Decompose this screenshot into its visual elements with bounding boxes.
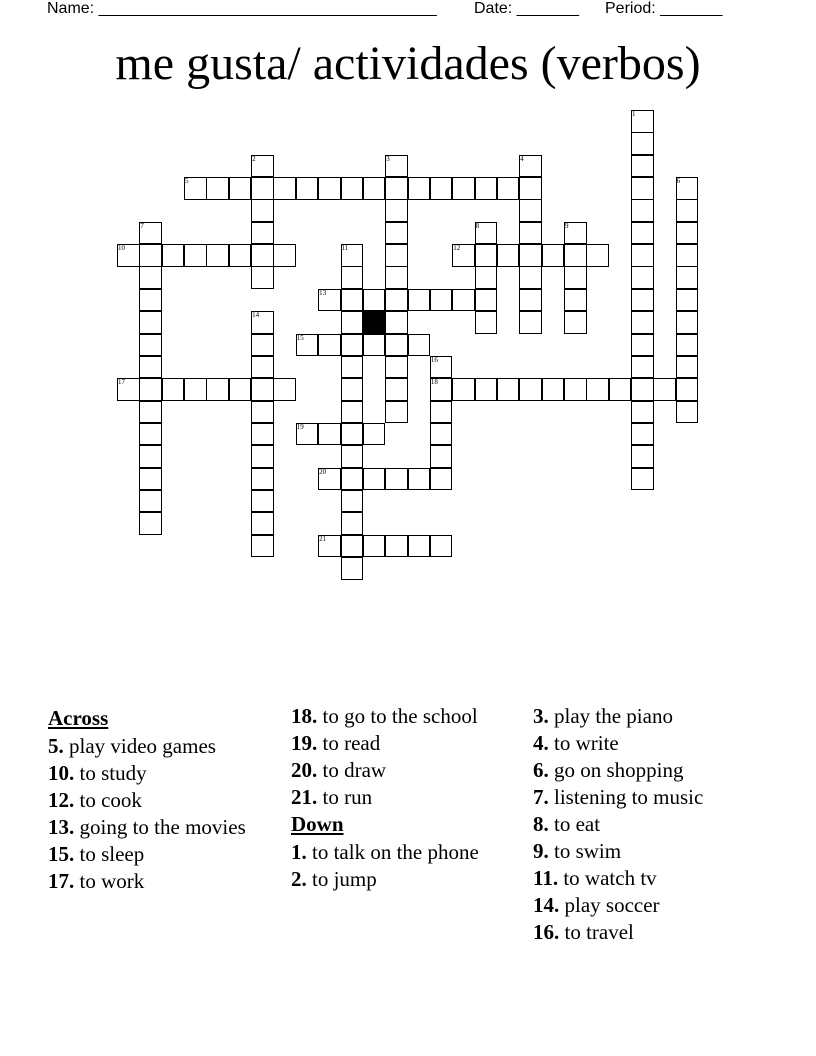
grid-number: 4 bbox=[520, 154, 524, 163]
grid-cell[interactable] bbox=[139, 423, 162, 446]
grid-cell[interactable] bbox=[430, 468, 453, 491]
clue-number: 14. bbox=[533, 893, 560, 917]
grid-cell[interactable] bbox=[631, 423, 654, 446]
grid-cell[interactable] bbox=[251, 378, 274, 401]
clue-text: to go to the school bbox=[322, 704, 478, 728]
grid-cell[interactable] bbox=[341, 378, 364, 401]
grid-cell[interactable] bbox=[631, 311, 654, 334]
grid-number: 10 bbox=[118, 244, 125, 253]
grid-cell[interactable] bbox=[341, 423, 364, 446]
grid-cell[interactable] bbox=[318, 177, 341, 200]
clue-text: to read bbox=[322, 731, 381, 755]
grid-cell[interactable] bbox=[363, 289, 386, 312]
grid-cell[interactable] bbox=[430, 535, 453, 558]
grid-cell[interactable] bbox=[564, 289, 587, 312]
clue-number: 10. bbox=[48, 761, 75, 785]
grid-cell[interactable] bbox=[519, 199, 542, 222]
grid-cell[interactable] bbox=[341, 468, 364, 491]
clue-text: to jump bbox=[312, 867, 377, 891]
grid-number: 8 bbox=[475, 221, 480, 230]
clue-number: 6. bbox=[533, 758, 549, 782]
clue-number: 8. bbox=[533, 812, 549, 836]
grid-cell[interactable] bbox=[676, 289, 699, 312]
grid-cell[interactable] bbox=[408, 177, 431, 200]
grid-cell[interactable] bbox=[385, 378, 408, 401]
grid-cell[interactable] bbox=[273, 177, 296, 200]
down-heading: Down bbox=[291, 812, 344, 836]
grid-cell[interactable] bbox=[676, 334, 699, 357]
clue-text: going to the movies bbox=[79, 815, 246, 839]
grid-cell[interactable] bbox=[251, 423, 274, 446]
grid-cell[interactable] bbox=[586, 244, 609, 267]
clues-column-3 bbox=[533, 704, 765, 947]
clue-number: 1. bbox=[291, 840, 307, 864]
grid-cell[interactable] bbox=[139, 266, 162, 289]
grid-number: 11 bbox=[341, 244, 349, 253]
clue-down-11 bbox=[533, 866, 765, 890]
grid-number: 16 bbox=[430, 355, 438, 364]
grid-cell[interactable] bbox=[385, 535, 408, 558]
grid-cell[interactable] bbox=[475, 289, 498, 312]
grid-number: 20 bbox=[319, 467, 327, 476]
grid-cell[interactable] bbox=[497, 177, 520, 200]
grid-cell[interactable] bbox=[430, 177, 453, 200]
grid-number: 1 bbox=[632, 110, 636, 118]
period-field: Period: _______ bbox=[605, 0, 723, 17]
grid-cell[interactable] bbox=[564, 266, 587, 289]
grid-cell[interactable] bbox=[631, 334, 654, 357]
grid-cell[interactable] bbox=[408, 334, 431, 357]
grid-cell[interactable] bbox=[519, 177, 542, 200]
clue-down-8 bbox=[533, 812, 765, 836]
grid-cell[interactable] bbox=[385, 289, 408, 312]
clue-text: to talk on the phone bbox=[312, 840, 479, 864]
clue-across-18 bbox=[291, 704, 523, 728]
grid-cell[interactable] bbox=[229, 244, 252, 267]
clue-text: to eat bbox=[554, 812, 601, 836]
grid-cell[interactable] bbox=[385, 356, 408, 379]
grid-cell[interactable] bbox=[676, 311, 699, 334]
name-field: Name: ______________________________________ bbox=[47, 0, 437, 17]
grid-cell[interactable] bbox=[631, 401, 654, 424]
grid-cell[interactable] bbox=[631, 222, 654, 245]
grid-number: 9 bbox=[565, 221, 569, 230]
grid-cell[interactable] bbox=[341, 557, 364, 580]
grid-cell[interactable] bbox=[430, 423, 453, 446]
clue-text: play soccer bbox=[564, 893, 660, 917]
grid-cell[interactable] bbox=[139, 468, 162, 491]
grid-cell[interactable] bbox=[184, 244, 207, 267]
clue-down-3 bbox=[533, 704, 765, 728]
grid-cell[interactable] bbox=[452, 378, 475, 401]
grid-number: 21 bbox=[319, 534, 327, 543]
clue-across-12 bbox=[48, 788, 280, 812]
grid-cell[interactable] bbox=[475, 266, 498, 289]
grid-number: 19 bbox=[296, 422, 304, 431]
grid-cell[interactable] bbox=[363, 468, 386, 491]
grid-cell[interactable] bbox=[363, 535, 386, 558]
grid-cell[interactable] bbox=[139, 378, 162, 401]
grid-cell[interactable] bbox=[318, 334, 341, 357]
clues-column-1 bbox=[48, 704, 280, 896]
clue-down-14 bbox=[533, 893, 765, 917]
clue-number: 19. bbox=[291, 731, 318, 755]
grid-number: 18 bbox=[430, 378, 438, 387]
grid-cell[interactable] bbox=[430, 401, 453, 424]
grid-number: 6 bbox=[676, 177, 681, 186]
grid-cell[interactable] bbox=[206, 177, 229, 200]
grid-number: 15 bbox=[296, 333, 304, 342]
clue-across-5 bbox=[48, 734, 280, 758]
grid-number: 7 bbox=[140, 221, 144, 230]
grid-cell[interactable] bbox=[341, 177, 364, 200]
grid-cell[interactable] bbox=[385, 222, 408, 245]
clue-text: to cook bbox=[79, 788, 142, 812]
grid-cell[interactable] bbox=[273, 244, 296, 267]
clue-text: to travel bbox=[564, 920, 634, 944]
clue-down-9 bbox=[533, 839, 765, 863]
grid-cell[interactable] bbox=[519, 311, 542, 334]
clue-down-1 bbox=[291, 840, 523, 864]
clue-across-13 bbox=[48, 815, 280, 839]
clue-text: to work bbox=[79, 869, 145, 893]
grid-cell[interactable] bbox=[385, 334, 408, 357]
grid-cell[interactable] bbox=[251, 177, 274, 200]
grid-cell[interactable] bbox=[564, 311, 587, 334]
grid-cell[interactable] bbox=[631, 468, 654, 491]
grid-cell[interactable] bbox=[139, 356, 162, 379]
grid-cell[interactable] bbox=[162, 378, 185, 401]
clue-down-16 bbox=[533, 920, 765, 944]
grid-cell[interactable] bbox=[564, 244, 587, 267]
grid-cell[interactable] bbox=[497, 244, 520, 267]
grid-cell[interactable] bbox=[676, 378, 699, 401]
grid-cell[interactable] bbox=[653, 378, 676, 401]
clue-text: to sleep bbox=[79, 842, 145, 866]
grid-cell[interactable] bbox=[139, 401, 162, 424]
grid-cell[interactable] bbox=[385, 199, 408, 222]
clue-across-10 bbox=[48, 761, 280, 785]
clue-text: play video games bbox=[69, 734, 216, 758]
grid-cell[interactable] bbox=[139, 311, 162, 334]
clue-number: 9. bbox=[533, 839, 549, 863]
clue-across-21 bbox=[291, 785, 523, 809]
grid-cell[interactable] bbox=[229, 177, 252, 200]
grid-cell[interactable] bbox=[251, 222, 274, 245]
grid-cell[interactable] bbox=[206, 244, 229, 267]
grid-cell[interactable] bbox=[341, 401, 364, 424]
grid-cell[interactable] bbox=[676, 266, 699, 289]
grid-cell[interactable] bbox=[631, 378, 654, 401]
clue-number: 21. bbox=[291, 785, 318, 809]
grid-cell[interactable] bbox=[341, 311, 364, 334]
grid-cell[interactable] bbox=[676, 401, 699, 424]
grid-cell[interactable] bbox=[519, 266, 542, 289]
clue-text: to swim bbox=[554, 839, 622, 863]
grid-cell[interactable] bbox=[542, 378, 565, 401]
clue-down-7 bbox=[533, 785, 765, 809]
grid-cell[interactable] bbox=[676, 222, 699, 245]
grid-cell[interactable] bbox=[385, 468, 408, 491]
grid-cell[interactable] bbox=[676, 199, 699, 222]
grid-cell[interactable] bbox=[341, 289, 364, 312]
grid-cell[interactable] bbox=[519, 289, 542, 312]
grid-cell[interactable] bbox=[273, 378, 296, 401]
grid-cell[interactable] bbox=[139, 289, 162, 312]
clue-across-15 bbox=[48, 842, 280, 866]
grid-cell[interactable] bbox=[408, 289, 431, 312]
grid-cell[interactable] bbox=[452, 289, 475, 312]
grid-cell[interactable] bbox=[184, 378, 207, 401]
grid-cell[interactable] bbox=[631, 177, 654, 200]
grid-cell[interactable] bbox=[251, 244, 274, 267]
clue-number: 16. bbox=[533, 920, 560, 944]
grid-cell[interactable] bbox=[542, 244, 565, 267]
grid-cell[interactable] bbox=[631, 244, 654, 267]
grid-cell[interactable] bbox=[676, 244, 699, 267]
clue-text: to draw bbox=[322, 758, 387, 782]
clue-text: listening to music bbox=[554, 785, 704, 809]
grid-number: 14 bbox=[252, 311, 260, 320]
date-field: Date: _______ bbox=[474, 0, 579, 17]
grid-cell[interactable] bbox=[341, 356, 364, 379]
grid-cell[interactable] bbox=[430, 289, 453, 312]
grid-number: 13 bbox=[319, 288, 327, 297]
clue-number: 5. bbox=[48, 734, 64, 758]
grid-cell[interactable] bbox=[318, 423, 341, 446]
clue-across-20 bbox=[291, 758, 523, 782]
grid-cell[interactable] bbox=[139, 244, 162, 267]
clue-text: to study bbox=[79, 761, 147, 785]
grid-cell[interactable] bbox=[341, 490, 364, 513]
grid-cell[interactable] bbox=[341, 445, 364, 468]
grid-cell[interactable] bbox=[430, 445, 453, 468]
clue-down-4 bbox=[533, 731, 765, 755]
grid-cell[interactable] bbox=[385, 177, 408, 200]
clues-column-2 bbox=[291, 704, 523, 894]
clue-down-6 bbox=[533, 758, 765, 782]
clue-number: 11. bbox=[533, 866, 559, 890]
across-heading: Across bbox=[48, 706, 109, 730]
grid-cell[interactable] bbox=[341, 334, 364, 357]
grid-cell[interactable] bbox=[408, 468, 431, 491]
grid-cell[interactable] bbox=[229, 378, 252, 401]
grid-cell[interactable] bbox=[251, 490, 274, 513]
grid-cell[interactable] bbox=[206, 378, 229, 401]
grid-cell[interactable] bbox=[408, 535, 431, 558]
grid-cell[interactable] bbox=[475, 311, 498, 334]
grid-cell[interactable] bbox=[475, 378, 498, 401]
grid-cell[interactable] bbox=[139, 490, 162, 513]
grid-cell[interactable] bbox=[631, 155, 654, 178]
clue-text: to write bbox=[554, 731, 619, 755]
grid-block-cell bbox=[363, 311, 386, 334]
clue-text: to run bbox=[322, 785, 373, 809]
clue-number: 20. bbox=[291, 758, 318, 782]
grid-cell[interactable] bbox=[676, 356, 699, 379]
clue-text: play the piano bbox=[554, 704, 673, 728]
grid-cell[interactable] bbox=[385, 401, 408, 424]
grid-cell[interactable] bbox=[385, 311, 408, 334]
clue-across-17 bbox=[48, 869, 280, 893]
grid-number: 3 bbox=[386, 154, 390, 163]
clue-number: 4. bbox=[533, 731, 549, 755]
clue-number: 3. bbox=[533, 704, 549, 728]
grid-cell[interactable] bbox=[452, 177, 475, 200]
grid-cell[interactable] bbox=[631, 289, 654, 312]
clue-number: 12. bbox=[48, 788, 75, 812]
grid-cell[interactable] bbox=[564, 378, 587, 401]
grid-cell[interactable] bbox=[631, 199, 654, 222]
grid-cell[interactable] bbox=[139, 512, 162, 535]
grid-cell[interactable] bbox=[609, 378, 632, 401]
grid-cell[interactable] bbox=[139, 334, 162, 357]
grid-cell[interactable] bbox=[519, 244, 542, 267]
clue-across-19 bbox=[291, 731, 523, 755]
grid-cell[interactable] bbox=[363, 423, 386, 446]
clue-number: 17. bbox=[48, 869, 75, 893]
grid-cell[interactable] bbox=[631, 266, 654, 289]
grid-cell[interactable] bbox=[385, 266, 408, 289]
grid-cell[interactable] bbox=[363, 334, 386, 357]
grid-cell[interactable] bbox=[475, 244, 498, 267]
grid-cell[interactable] bbox=[497, 378, 520, 401]
grid-cell[interactable] bbox=[251, 512, 274, 535]
clue-number: 18. bbox=[291, 704, 318, 728]
grid-cell[interactable] bbox=[251, 401, 274, 424]
grid-cell[interactable] bbox=[162, 244, 185, 267]
grid-cell[interactable] bbox=[251, 468, 274, 491]
grid-cell[interactable] bbox=[251, 535, 274, 558]
grid-cell[interactable] bbox=[251, 356, 274, 379]
grid-cell[interactable] bbox=[586, 378, 609, 401]
grid-cell[interactable] bbox=[341, 266, 364, 289]
grid-cell[interactable] bbox=[251, 334, 274, 357]
grid-cell[interactable] bbox=[341, 535, 364, 558]
grid-cell[interactable] bbox=[475, 177, 498, 200]
clue-text: to watch tv bbox=[563, 866, 657, 890]
page-title: me gusta/ actividades (verbos) bbox=[115, 37, 701, 90]
grid-cell[interactable] bbox=[139, 445, 162, 468]
grid-cell[interactable] bbox=[519, 378, 542, 401]
grid-cell[interactable] bbox=[296, 177, 319, 200]
grid-cell[interactable] bbox=[341, 512, 364, 535]
clue-number: 7. bbox=[533, 785, 549, 809]
clue-down-2 bbox=[291, 867, 523, 891]
grid-cell[interactable] bbox=[363, 177, 386, 200]
grid-cell[interactable] bbox=[631, 132, 654, 155]
grid-cell[interactable] bbox=[385, 244, 408, 267]
grid-number: 2 bbox=[252, 154, 256, 163]
clue-number: 15. bbox=[48, 842, 75, 866]
grid-cell[interactable] bbox=[251, 199, 274, 222]
grid-cell[interactable] bbox=[631, 356, 654, 379]
grid-number: 5 bbox=[185, 177, 189, 186]
clue-number: 13. bbox=[48, 815, 75, 839]
clue-text: go on shopping bbox=[554, 758, 684, 782]
grid-number: 17 bbox=[118, 378, 125, 387]
grid-cell[interactable] bbox=[251, 266, 274, 289]
clue-number: 2. bbox=[291, 867, 307, 891]
grid-cell[interactable] bbox=[631, 445, 654, 468]
grid-cell[interactable] bbox=[251, 445, 274, 468]
grid-number: 12 bbox=[453, 244, 461, 253]
grid-cell[interactable] bbox=[519, 222, 542, 245]
